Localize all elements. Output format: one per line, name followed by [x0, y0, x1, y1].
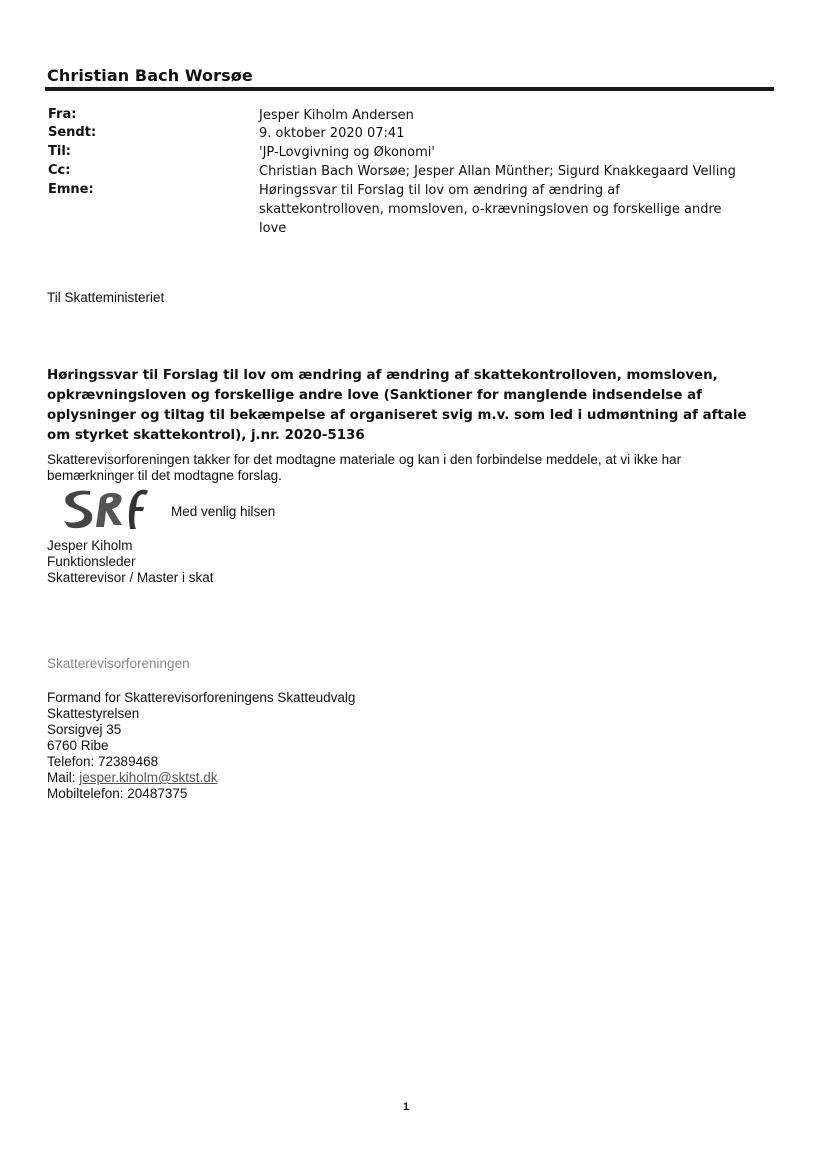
letter-greeting: Til Skatteministeriet — [47, 290, 165, 305]
letter-body: Skatterevisorforeningen takker for det modtagne materiale og kan i den forbindelse meddele, at vi ikke har bemærkninger til det modtagne forslag. — [47, 452, 682, 483]
signature-block — [47, 538, 214, 586]
contact-street: Sorsigvej 35 — [47, 722, 122, 737]
to-value: 'JP-Lovgivning og Økonomi' — [259, 145, 435, 160]
signature-title: Skatterevisor / Master i skat — [47, 570, 214, 585]
signature-name: Jesper Kiholm — [47, 538, 133, 553]
header-divider — [45, 87, 774, 91]
contact-block — [47, 690, 355, 802]
contact-position: Formand for Skatterevisorforeningens Skatteudvalg — [47, 690, 356, 705]
sent-label: Sendt: — [48, 125, 97, 140]
from-value: Jesper Kiholm Andersen — [259, 108, 414, 123]
contact-mobile: Mobiltelefon: 20487375 — [47, 786, 188, 801]
letter-subject: Høringssvar til Forslag til lov om ændring af ændring af skattekontrolloven, momsloven, opkrævningsloven og forskellige andre love (Sanktioner for manglende indsendelse af oplysninger og tiltag til bekæmpelse af organiseret svig m.v. som led i udmøntning af aftale om styrket skattekontrol), j.nr. 2020-5136 — [47, 368, 747, 443]
closing-regards: Med venlig hilsen — [171, 504, 276, 519]
signature-role: Funktionsleder — [47, 554, 136, 569]
contact-mail-link[interactable]: jesper.kiholm@sktst.dk — [79, 770, 218, 785]
cc-label: Cc: — [48, 163, 71, 178]
subject-value: Høringssvar til Forslag til lov om ændring af ændring af skattekontrolloven, momsloven, o-krævningsloven og forskellige andre love — [259, 183, 722, 236]
contact-mail-line — [47, 770, 355, 786]
to-label: Til: — [48, 144, 71, 159]
sent-value: 9. oktober 2020 07:41 — [259, 126, 405, 141]
page-number: 1 — [403, 1101, 410, 1113]
cc-value: Christian Bach Worsøe; Jesper Allan Münther; Sigurd Knakkegaard Velling — [259, 164, 736, 179]
from-label: Fra: — [48, 107, 77, 122]
srf-logo — [60, 487, 150, 531]
subject-label: Emne: — [48, 182, 94, 197]
contact-phone: Telefon: 72389468 — [47, 754, 159, 769]
organization-name: Skatterevisorforeningen — [47, 656, 190, 671]
contact-mail-label: Mail: — [47, 770, 80, 785]
contact-employer: Skattestyrelsen — [47, 706, 140, 721]
email-owner-name: Christian Bach Worsøe — [47, 66, 253, 85]
contact-city: 6760 Ribe — [47, 738, 109, 753]
